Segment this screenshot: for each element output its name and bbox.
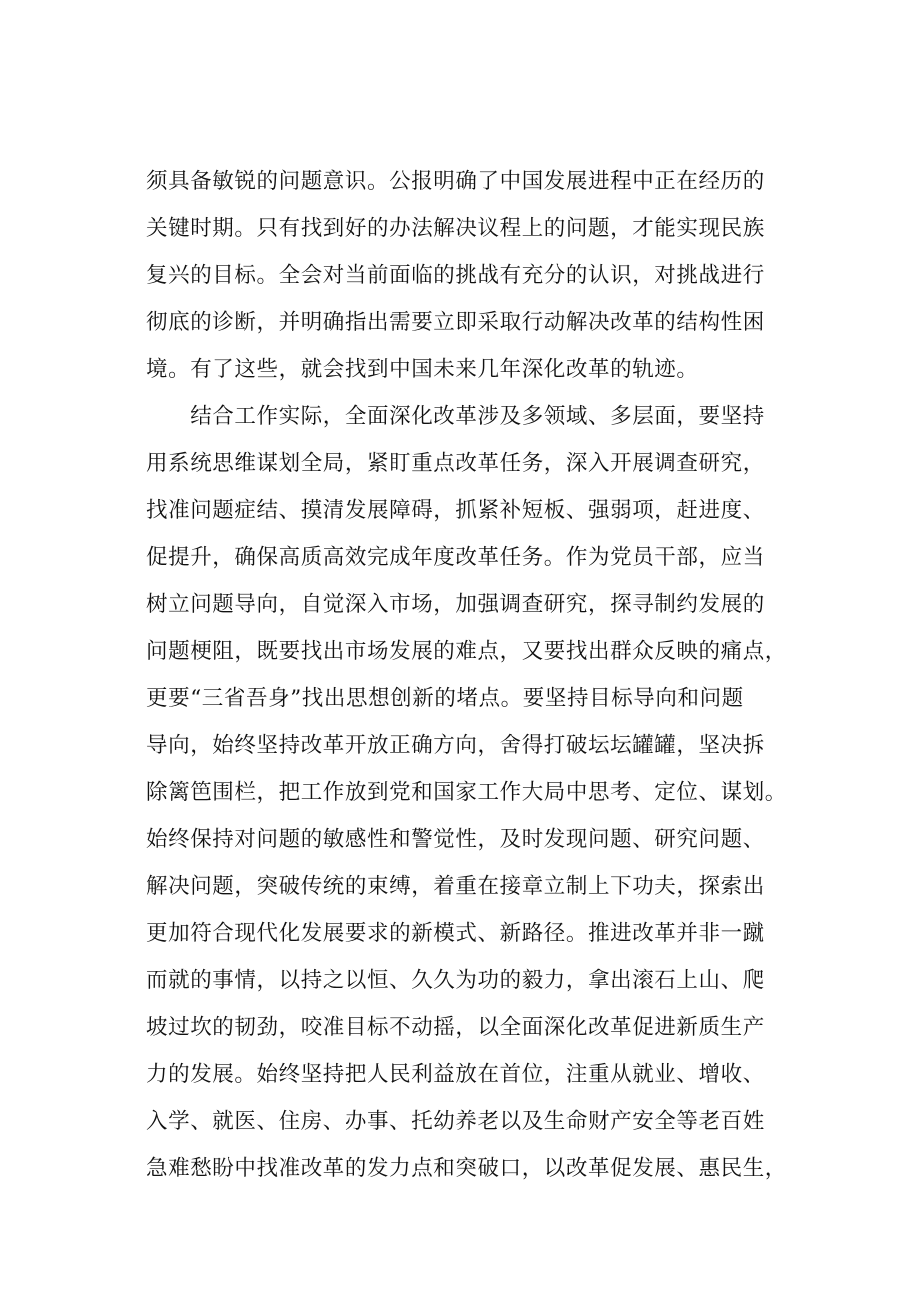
text-line: 始终保持对问题的敏感性和警觉性，及时发现问题、研究问题、 bbox=[146, 827, 765, 852]
text-line: 促提升，确保高质高效完成年度改革任务。作为党员干部，应当 bbox=[146, 545, 765, 570]
text-line: 用系统思维谋划全局，紧盯重点改革任务，深入开展调查研究， bbox=[146, 451, 765, 476]
text-line: 更加符合现代化发展要求的新模式、新路径。推进改革并非一蹴 bbox=[146, 921, 765, 946]
text-line: 导向，始终坚持改革开放正确方向，舍得打破坛坛罐罐，坚决拆 bbox=[146, 733, 765, 758]
text-line: 问题梗阻，既要找出市场发展的难点，又要找出群众反映的痛点， bbox=[146, 639, 787, 664]
text-line: 力的发展。始终坚持把人民利益放在首位，注重从就业、增收、 bbox=[146, 1062, 765, 1087]
body-text bbox=[146, 158, 806, 1192]
paragraph-start-line: 结合工作实际，全面深化改革涉及多领域、多层面，要坚持 bbox=[146, 404, 765, 429]
text-line: 关键时期。只有找到好的办法解决议程上的问题，才能实现民族 bbox=[146, 216, 765, 241]
text-line: 树立问题导向，自觉深入市场，加强调查研究，探寻制约发展的 bbox=[146, 592, 765, 617]
text-line: 解决问题，突破传统的束缚，着重在接章立制上下功夫，探索出 bbox=[146, 874, 765, 899]
text-line: 而就的事情，以持之以恒、久久为功的毅力，拿出滚石上山、爬 bbox=[146, 968, 765, 993]
text-line: 彻底的诊断，并明确指出需要立即采取行动解决改革的结构性困 bbox=[146, 310, 765, 335]
text-line: 找准问题症结、摸清发展障碍，抓紧补短板、强弱项，赶进度、 bbox=[146, 498, 765, 523]
text-line: 境。有了这些，就会找到中国未来几年深化改革的轨迹。 bbox=[146, 357, 699, 382]
text-line: 更要“三省吾身”找出思想创新的堵点。要坚持目标导向和问题 bbox=[146, 686, 744, 711]
text-line: 复兴的目标。全会对当前面临的挑战有充分的认识，对挑战进行 bbox=[146, 263, 765, 288]
text-line: 须具备敏锐的问题意识。公报明确了中国发展进程中正在经历的 bbox=[146, 169, 765, 194]
text-line: 除篱笆围栏，把工作放到党和国家工作大局中思考、定位、谋划。 bbox=[146, 780, 787, 805]
text-line: 入学、就医、住房、办事、托幼养老以及生命财产安全等老百姓 bbox=[146, 1109, 765, 1134]
text-line: 坡过坎的韧劲，咬准目标不动摇，以全面深化改革促进新质生产 bbox=[146, 1015, 765, 1040]
text-line: 急难愁盼中找准改革的发力点和突破口，以改革促发展、惠民生， bbox=[146, 1156, 787, 1181]
